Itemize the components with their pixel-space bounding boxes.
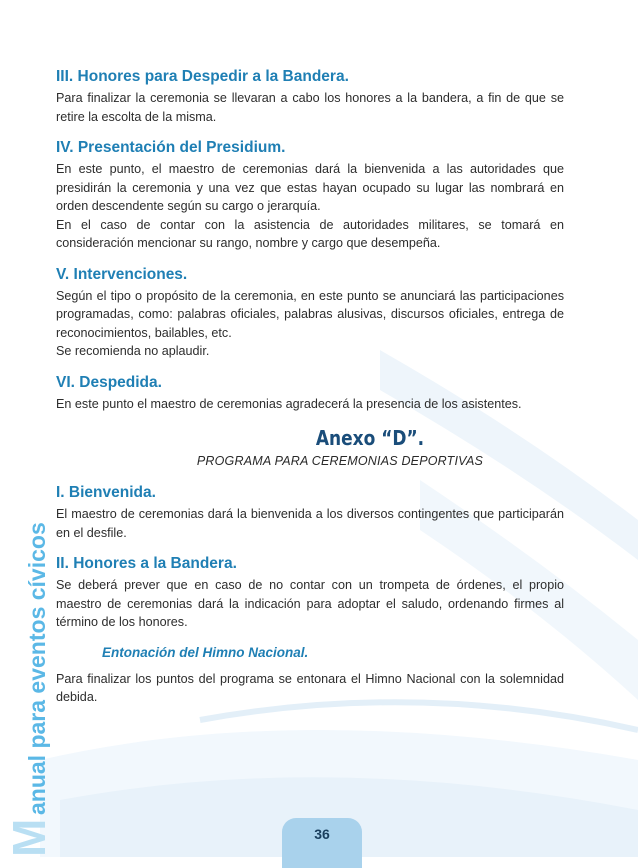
section-title: III. Honores para Despedir a la Bandera. (56, 68, 349, 85)
side-title-initial: M (3, 818, 53, 857)
closing-paragraph: Para finalizar los puntos del programa se entonara el Himno Nacional con la solemnidad debida. (56, 671, 564, 704)
section-paragraph: Se deberá prever que en caso de no contar con un trompeta de órdenes, el propio maestro de ceremonias dará la indicación para adoptar el saludo, ordenando firmes al término de los honores. (56, 578, 564, 629)
section-title: II. Honores a la Bandera. (56, 555, 237, 572)
section-title: IV. Presentación del Presidium. (56, 139, 286, 156)
section-paragraph: Se recomienda no aplaudir. (56, 344, 210, 358)
section-despedida (56, 374, 564, 414)
subheading-himno: Entonación del Himno Nacional. (102, 644, 309, 660)
section-paragraph: Según el tipo o propósito de la ceremonia, en este punto se anunciará las participaciones programadas, como: palabras oficiales, palabras alusivas, discursos oficiales, entrega de reconocimientos, bailables, etc. (56, 288, 564, 340)
page-content (56, 68, 564, 707)
section-intervenciones (56, 266, 564, 361)
section-honores-despedir (56, 68, 564, 126)
section-paragraph: En este punto, el maestro de ceremonias dará la bienvenida a las autoridades que presidirán la ceremonia y una vez que estas hayan ocupado su lugar las nombrará en orden descendente según su cargo o jerarquía. (56, 162, 564, 213)
section-title: V. Intervenciones. (56, 265, 188, 283)
side-title-graphic (1, 417, 53, 857)
section-presidium (56, 139, 564, 253)
section-paragraph: Para finalizar la ceremonia se llevaran a cabo los honores a la bandera, a fin de que se retire la escolta de la misma. (56, 91, 564, 124)
anexo-subtitle: PROGRAMA PARA CEREMONIAS DEPORTIVAS (196, 454, 484, 468)
section-paragraph: En este punto el maestro de ceremonias agradecerá la presencia de los asistentes. (56, 396, 522, 411)
section-bienvenida (56, 484, 564, 542)
side-title (1, 417, 53, 857)
section-paragraph: El maestro de ceremonias dará la bienvenida a los diversos contingentes que participarán en el desfile. (56, 507, 564, 540)
anexo-title: Anexo “D”. (315, 426, 425, 450)
page-number-tab (282, 818, 362, 857)
section-title: VI. Despedida. (56, 373, 162, 391)
side-title-text: anual para eventos cívicos (24, 522, 50, 815)
section-paragraph: En el caso de contar con la asistencia de autoridades militares, se tomará en consideración mencionar su rango, nombre y cargo que desempeña. (56, 217, 564, 250)
section-honores-bandera (56, 555, 564, 632)
page-number: 36 (314, 826, 330, 842)
section-title: I. Bienvenida. (56, 484, 156, 501)
